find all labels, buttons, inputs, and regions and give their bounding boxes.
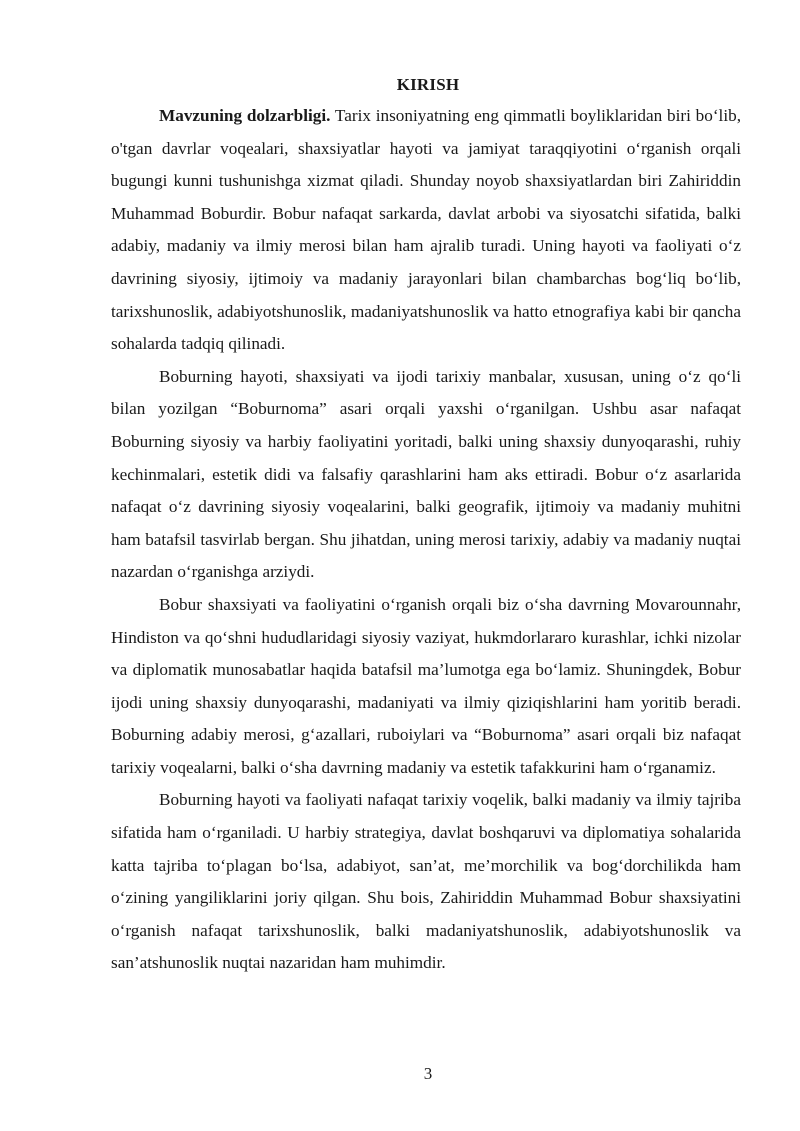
- paragraph-text: Boburning hayoti va faoliyati nafaqat tarixiy voqelik, balki madaniy va ilmiy tajriba sifatida ham o‘rganiladi. U harbiy strategiya, davlat boshqaruvi va diplomatiya sohalarida katta tajriba to‘plagan bo‘lsa, adabiyot, san’at, me’morchilik va bog‘dorchilikda ham o‘zining yangiliklarini joriy qilgan. Shu bois, Zahiriddin Muhammad Bobur shaxsiyatini o‘rganish nafaqat tarixshunoslik, balki madaniyatshunoslik, adabiyotshunoslik va san’atshunoslik nuqtai nazaridan ham muhimdir.: [111, 790, 741, 973]
- paragraph-baburnama: [111, 361, 741, 589]
- paragraph-text: Boburning hayoti, shaxsiyati va ijodi tarixiy manbalar, xususan, uning o‘z qo‘li bilan yozilgan “Boburnoma” asari orqali yaxshi o‘rganilgan. Ushbu asar nafaqat Boburning siyosiy va harbiy faoliyatini yoritadi, balki uning shaxsiy dunyoqarashi, ruhiy kechinmalari, estetik didi va falsafiy qarashlarini ham aks ettiradi. Bobur o‘z asarlarida nafaqat o‘z davrining siyosiy voqealarini, balki geografik, ijtimoiy va madaniy muhitni ham batafsil tasvirlab bergan. Shu jihatdan, uning merosi tarixiy, adabiy va madaniy nuqtai nazardan o‘rganishga arziydi.: [111, 366, 741, 582]
- paragraph-relevance: [111, 100, 741, 361]
- body-text: [111, 100, 741, 980]
- page-number: 3: [423, 1064, 433, 1083]
- paragraph-significance: [111, 784, 741, 980]
- section-heading: KIRISH: [396, 75, 460, 94]
- paragraph-text: Bobur shaxsiyati va faoliyatini o‘rganish orqali biz o‘sha davrning Movarounnahr, Hindiston va qo‘shni hududlaridagi siyosiy vaziyat, hukmdorlararo kurashlar, ichki nizolar va diplomatik munosabatlar haqida batafsil ma’lumotga ega bo‘lamiz. Shuningdek, Bobur ijodi uning shaxsiy dunyoqarashi, madaniyati va ilmiy qiziqishlarini ham yoritib beradi. Boburning adabiy merosi, g‘azallari, ruboiylari va “Boburnoma” asari orqali biz nafaqat tarixiy voqealarni, balki o‘sha davrning madaniy va estetik tafakkurini ham o‘rganamiz.: [111, 594, 741, 777]
- paragraph-lead: Mavzuning dolzarbligi.: [159, 106, 331, 125]
- paragraph-political-context: [111, 589, 741, 785]
- paragraph-text: Tarix insoniyatning eng qimmatli boyliklaridan biri bo‘lib, o'tgan davrlar voqealari, shaxsiyatlar hayoti va jamiyat taraqqiyotini o‘rganish orqali bugungi kunni tushunishga xizmat qiladi. Shunday noyob shaxsiyatlardan biri Zahiriddin Muhammad Boburdir. Bobur nafaqat sarkarda, davlat arbobi va siyosatchi sifatida, balki adabiy, madaniy va ilmiy merosi bilan ham ajralib turadi. Uning hayoti va faoliyati o‘z davrining siyosiy, ijtimoiy va madaniy jarayonlari bilan chambarchas bog‘liq bo‘lib, tarixshunoslik, adabiyotshunoslik, madaniyatshunoslik va hatto etnografiya kabi bir qancha sohalarda tadqiq qilinadi.: [111, 106, 741, 354]
